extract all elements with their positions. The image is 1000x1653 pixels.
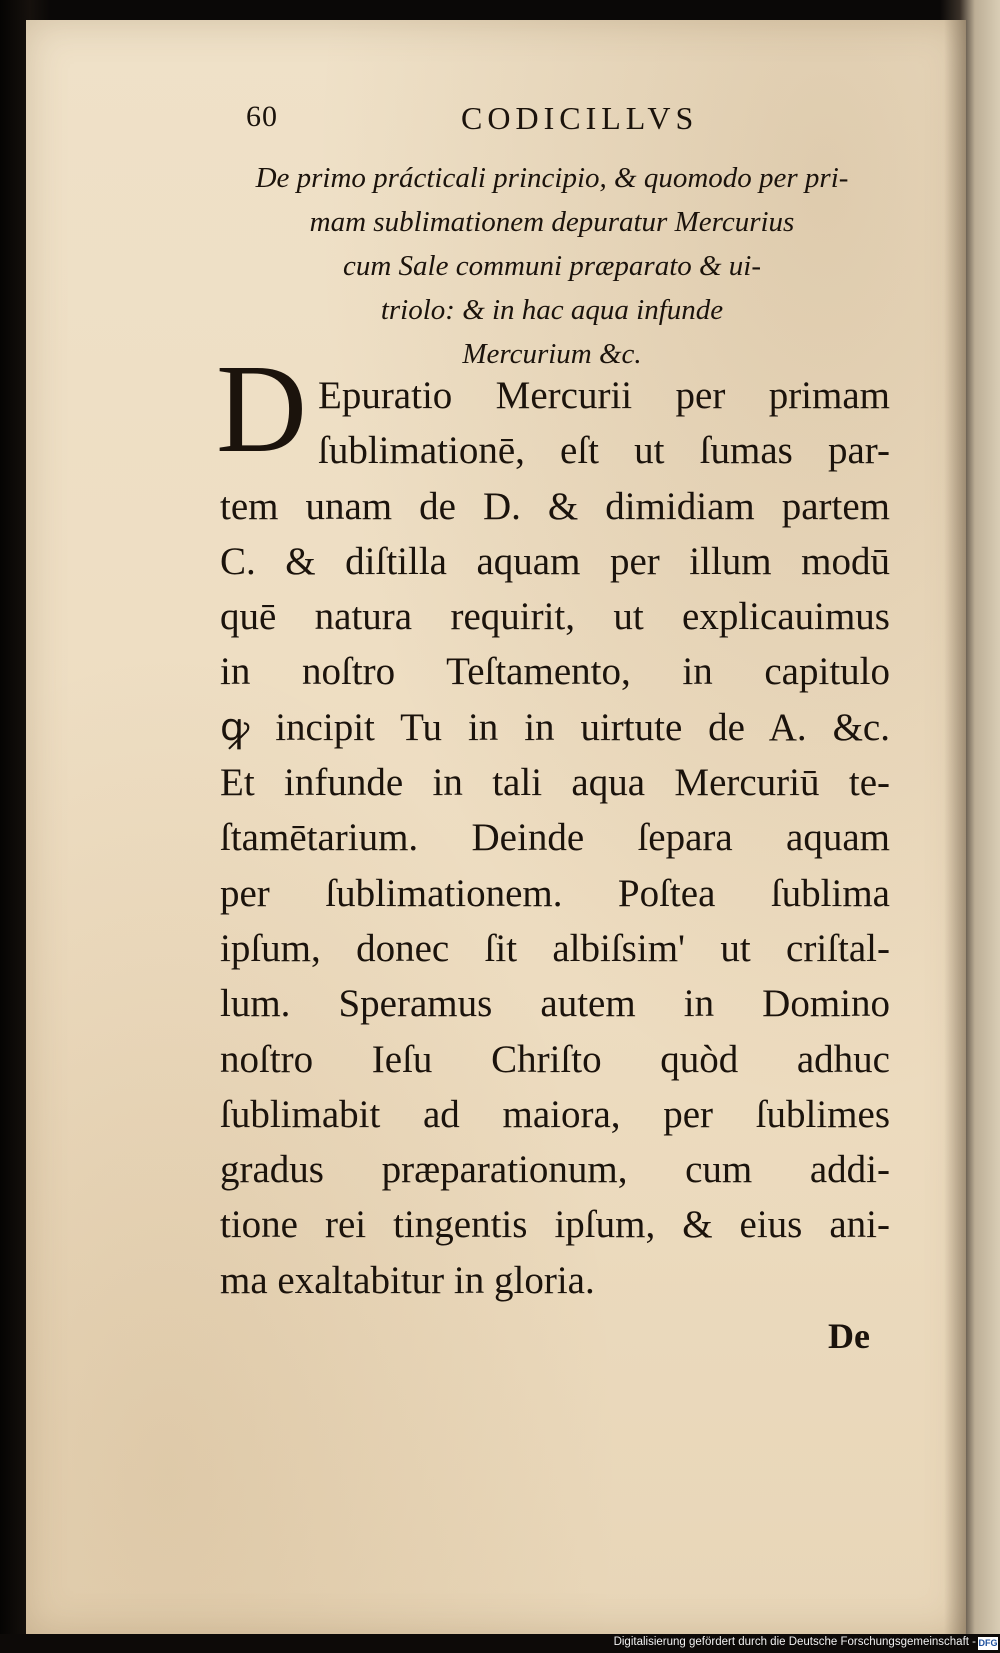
heading-line: cum Sale communi præparato & ui-: [342, 250, 762, 282]
text-line: gradus præparationum, cum addi-: [220, 1148, 890, 1192]
text-line: tem unam de D. & dimidiam partem: [220, 484, 890, 528]
page-number: 60: [246, 100, 278, 133]
text-line: ꝙ incipit Tu in in uirtute de A. &c.: [220, 705, 890, 749]
running-title: CODICILLVS: [461, 100, 699, 136]
page-header: [246, 100, 746, 140]
body-text: [220, 368, 890, 1308]
text-line: ſublimabit ad maiora, per ſublimes: [220, 1092, 890, 1136]
text-line: in noſtro Teſtamento, in capitulo: [220, 650, 890, 694]
text-line: Et infunde in tali aqua Mercuriū te-: [220, 761, 890, 805]
funding-credit: Digitalisierung gefördert durch die Deutsche Forschungsgemeinschaft -: [613, 1636, 976, 1648]
heading-line: Mercurium &c.: [462, 338, 642, 370]
text-line: noſtro Ieſu Chriſto quòd adhuc: [220, 1037, 890, 1081]
heading-line: mam sublimationem depuratur Mercurius: [309, 206, 795, 238]
text-line: C. & diſtilla aquam per illum modū: [220, 539, 890, 583]
text-line: ſtamētarium. Deinde ſepara aquam: [220, 816, 890, 860]
text-line: ipſum, donec ſit albiſsim' ut criſtal-: [220, 926, 890, 970]
text-line: per ſublimationem. Poſtea ſublima: [220, 871, 890, 915]
heading-line: De primo prácticali principio, & quomodo per pri-: [255, 162, 849, 194]
drop-cap: D: [216, 340, 307, 479]
text-line: ma exaltabitur in gloria.: [220, 1258, 595, 1302]
text-line: quē natura requirit, ut explicauimus: [220, 595, 890, 639]
text-line: ſublimationē, eſt ut ſumas par-: [318, 429, 890, 473]
heading-line: triolo: & in hac aqua infunde: [380, 294, 724, 326]
text-line: lum. Speramus autem in Domino: [220, 982, 890, 1026]
text-line: Epuratio Mercurii per primam: [318, 374, 890, 417]
text-line: tione rei tingentis ipſum, & eius ani-: [220, 1203, 890, 1247]
page-edge-shadow: [944, 20, 966, 1635]
dfg-logo: DFG: [978, 1638, 998, 1648]
catchword: De: [828, 1316, 870, 1356]
chapter-heading: [214, 156, 890, 376]
